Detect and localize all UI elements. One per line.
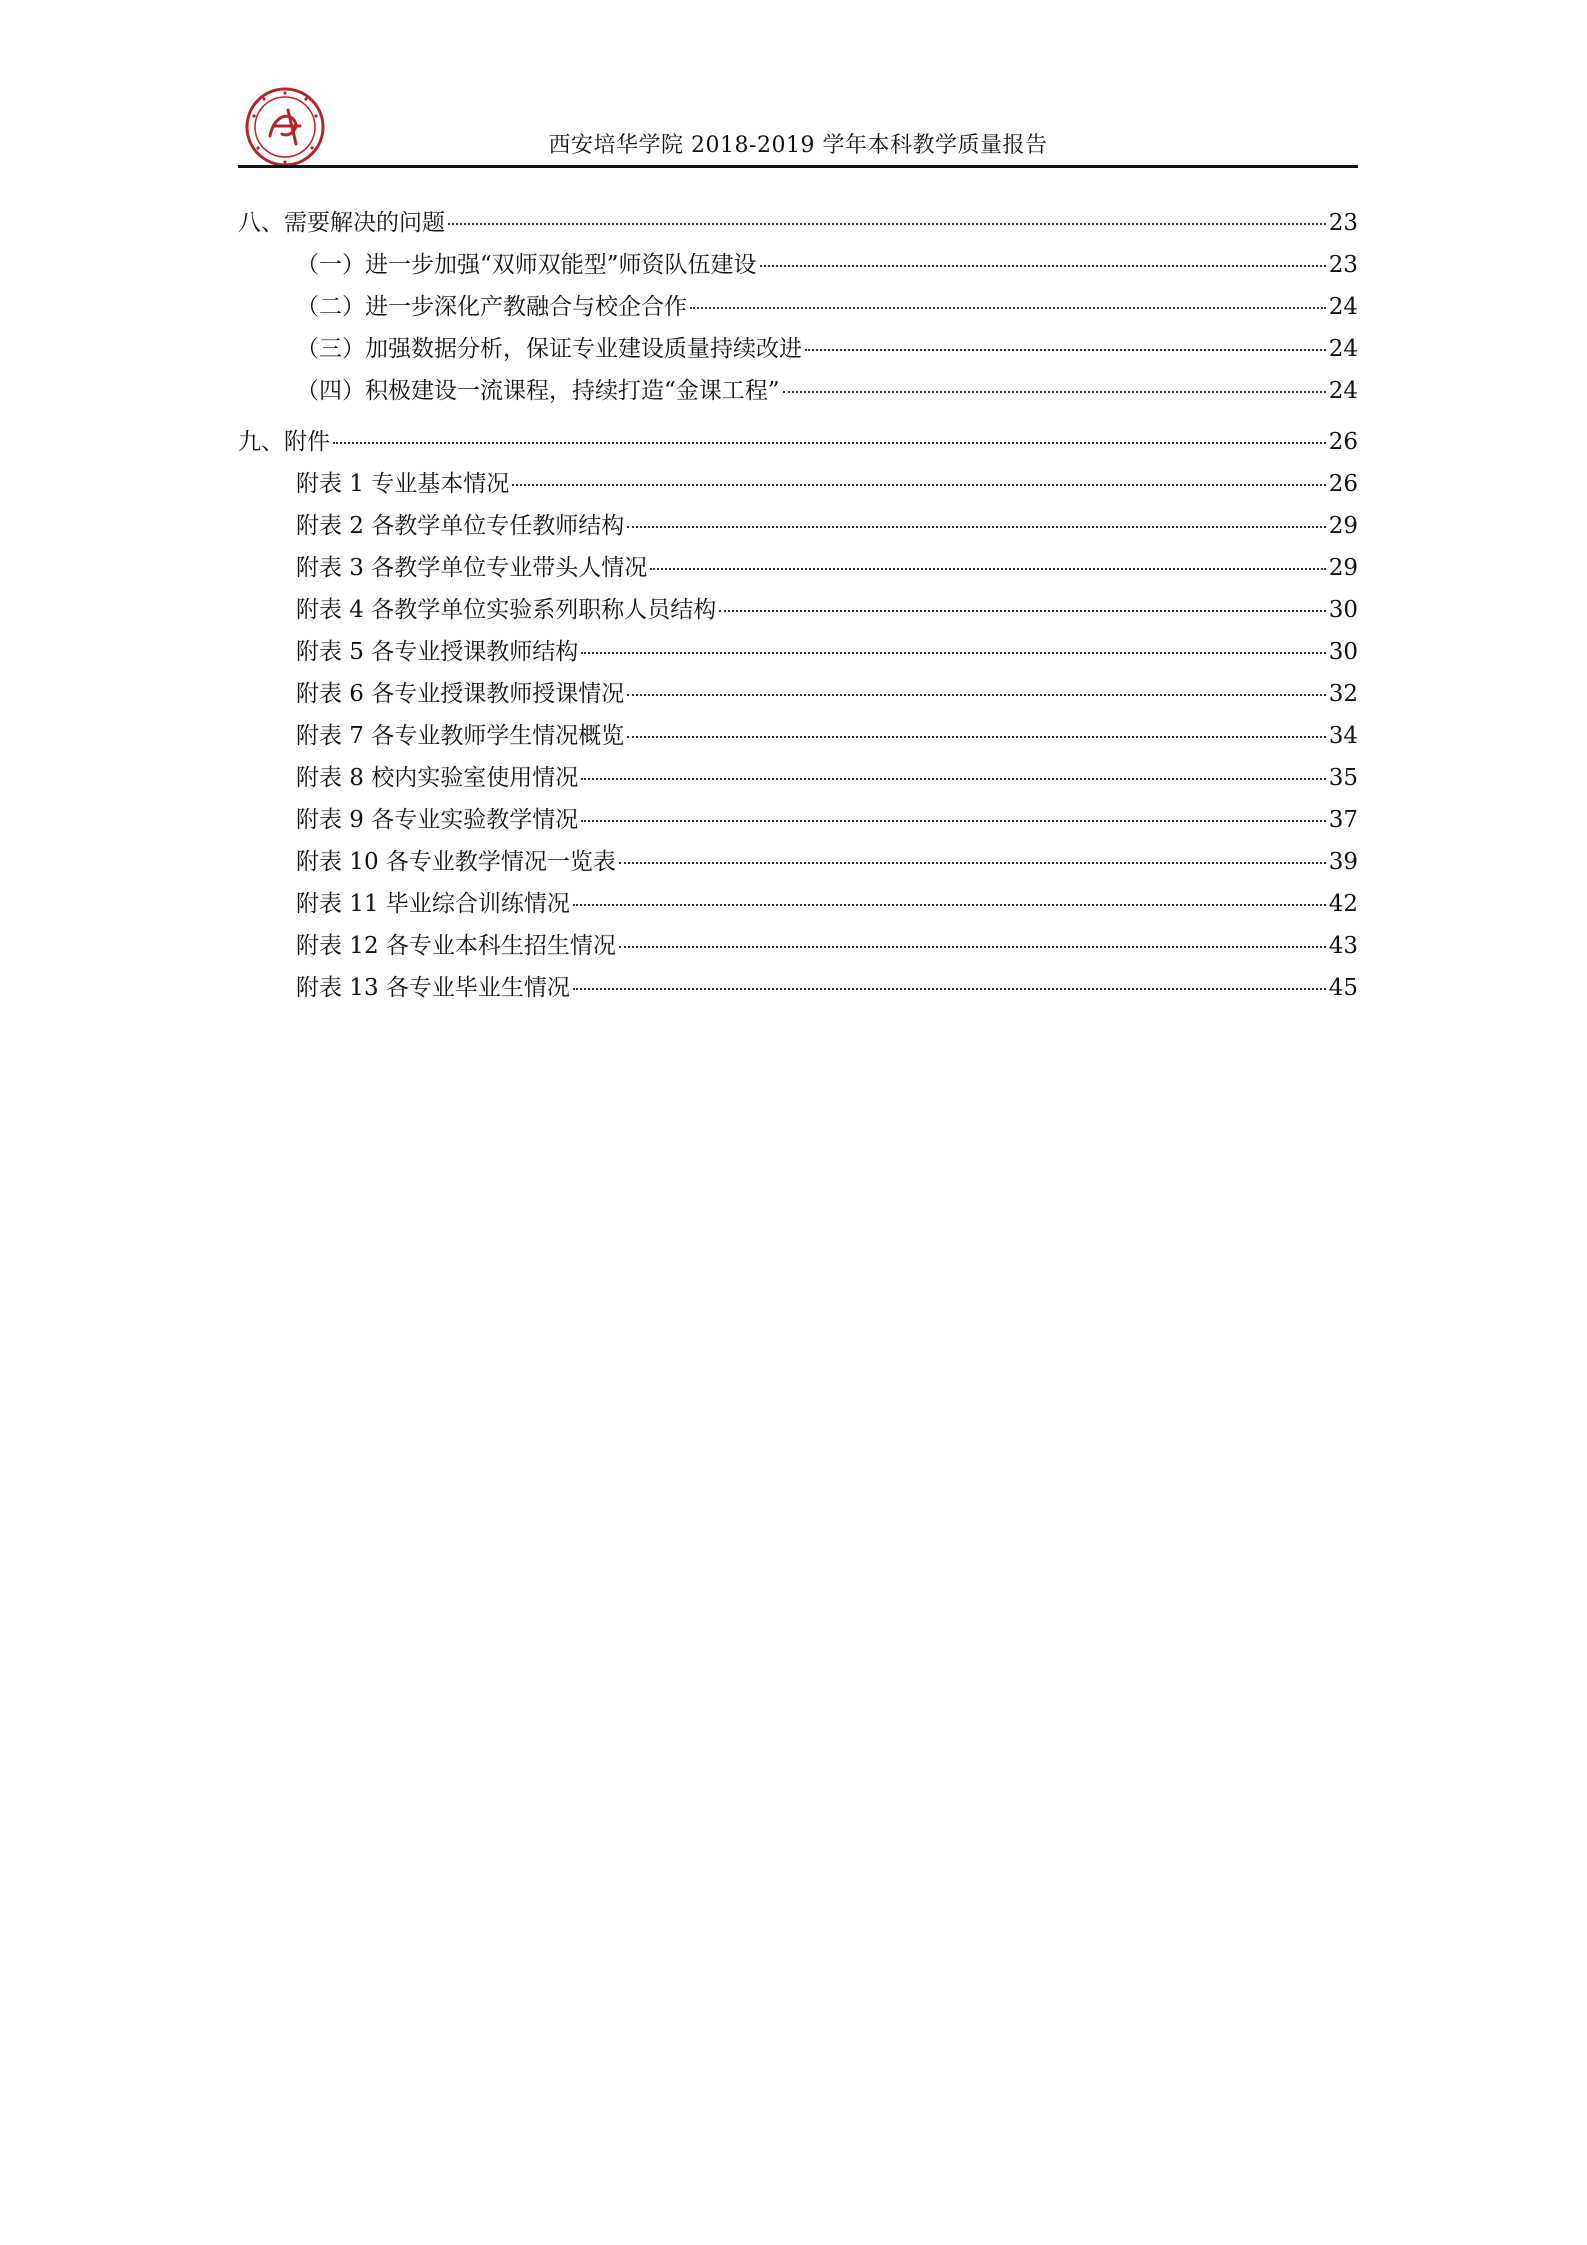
toc-entry[interactable] — [238, 675, 1358, 717]
toc-dot-leader — [448, 223, 1326, 225]
toc-entry[interactable] — [238, 801, 1358, 843]
toc-page-number: 23 — [1328, 210, 1358, 236]
toc-entry-title: 附表 1 专业基本情况 — [296, 471, 510, 497]
toc-page-number: 35 — [1328, 765, 1358, 791]
toc-entry-title: 九、附件 — [238, 429, 330, 455]
toc-entry[interactable] — [238, 717, 1358, 759]
toc-dot-leader — [690, 307, 1326, 309]
toc-entry[interactable] — [238, 246, 1358, 288]
toc-entry[interactable] — [238, 507, 1358, 549]
toc-entry-title: 附表 8 校内实验室使用情况 — [296, 765, 579, 791]
toc-entry[interactable] — [238, 204, 1358, 246]
toc-entry[interactable] — [238, 330, 1358, 372]
toc-dot-leader — [512, 484, 1325, 486]
toc-page-number: 45 — [1328, 975, 1358, 1001]
toc-page-number: 30 — [1328, 597, 1358, 623]
toc-entry[interactable] — [238, 591, 1358, 633]
toc-page-number: 24 — [1328, 336, 1358, 362]
toc-entry[interactable] — [238, 927, 1358, 969]
toc-entry[interactable] — [238, 969, 1358, 1011]
toc-entry-title: （四）积极建设一流课程，持续打造“金课工程” — [296, 378, 780, 404]
toc-entry-title: 附表 2 各教学单位专任教师结构 — [296, 513, 625, 539]
toc-entry[interactable] — [238, 549, 1358, 591]
toc-dot-leader — [581, 778, 1325, 780]
toc-entry[interactable] — [238, 759, 1358, 801]
toc-entry-title: 附表 10 各专业教学情况一览表 — [296, 849, 616, 875]
toc-entry-title: 附表 13 各专业毕业生情况 — [296, 975, 570, 1001]
toc-page-number: 32 — [1328, 681, 1358, 707]
toc-entry-title: 附表 9 各专业实验教学情况 — [296, 807, 579, 833]
toc-page-number: 29 — [1328, 513, 1358, 539]
toc-page-number: 30 — [1328, 639, 1358, 665]
toc-dot-leader — [783, 391, 1326, 393]
page-header — [238, 86, 1358, 170]
toc-page-number: 23 — [1328, 252, 1358, 278]
toc-entry-title: 附表 5 各专业授课教师结构 — [296, 639, 579, 665]
toc-entry-title: 附表 11 毕业综合训练情况 — [296, 891, 570, 917]
toc-page-number: 42 — [1328, 891, 1358, 917]
toc-dot-leader — [627, 526, 1325, 528]
toc-page-number: 43 — [1328, 933, 1358, 959]
toc-entry[interactable] — [238, 288, 1358, 330]
toc-entry[interactable] — [238, 843, 1358, 885]
toc-dot-leader — [805, 349, 1326, 351]
toc-dot-leader — [581, 820, 1325, 822]
report-title: 西安培华学院 2018-2019 学年本科教学质量报告 — [548, 133, 1048, 158]
toc-dot-leader — [650, 568, 1325, 570]
toc-entry[interactable] — [238, 372, 1358, 414]
toc-entry-title: （二）进一步深化产教融合与校企合作 — [296, 294, 687, 320]
toc-entry[interactable] — [238, 633, 1358, 675]
toc-page-number: 24 — [1328, 378, 1358, 404]
toc-entry[interactable] — [238, 465, 1358, 507]
toc-entry-title: 附表 12 各专业本科生招生情况 — [296, 933, 616, 959]
toc-dot-leader — [573, 988, 1326, 990]
toc-page-number: 34 — [1328, 723, 1358, 749]
toc-dot-leader — [627, 694, 1325, 696]
toc-entry-title: 附表 7 各专业教师学生情况概览 — [296, 723, 625, 749]
toc-page-number: 24 — [1328, 294, 1358, 320]
toc-page-number: 29 — [1328, 555, 1358, 581]
toc-entry-title: 附表 6 各专业授课教师授课情况 — [296, 681, 625, 707]
toc-entry-title: 附表 3 各教学单位专业带头人情况 — [296, 555, 648, 581]
toc-dot-leader — [573, 904, 1326, 906]
toc-entry[interactable] — [238, 885, 1358, 927]
toc-page-number: 39 — [1328, 849, 1358, 875]
toc-dot-leader — [760, 265, 1326, 267]
table-of-contents — [238, 204, 1358, 1011]
toc-page-number: 26 — [1328, 429, 1358, 455]
toc-dot-leader — [719, 610, 1325, 612]
toc-page-number: 26 — [1328, 471, 1358, 497]
toc-dot-leader — [333, 442, 1326, 444]
toc-dot-leader — [619, 946, 1326, 948]
toc-dot-leader — [627, 736, 1325, 738]
toc-entry[interactable] — [238, 423, 1358, 465]
header-divider — [238, 165, 1358, 168]
toc-dot-leader — [619, 862, 1326, 864]
toc-page-number: 37 — [1328, 807, 1358, 833]
toc-entry-title: 八、需要解决的问题 — [238, 210, 445, 236]
toc-entry-title: （一）进一步加强“双师双能型”师资队伍建设 — [296, 252, 757, 278]
toc-entry-title: 附表 4 各教学单位实验系列职称人员结构 — [296, 597, 717, 623]
toc-dot-leader — [581, 652, 1325, 654]
toc-entry-title: （三）加强数据分析，保证专业建设质量持续改进 — [296, 336, 802, 362]
